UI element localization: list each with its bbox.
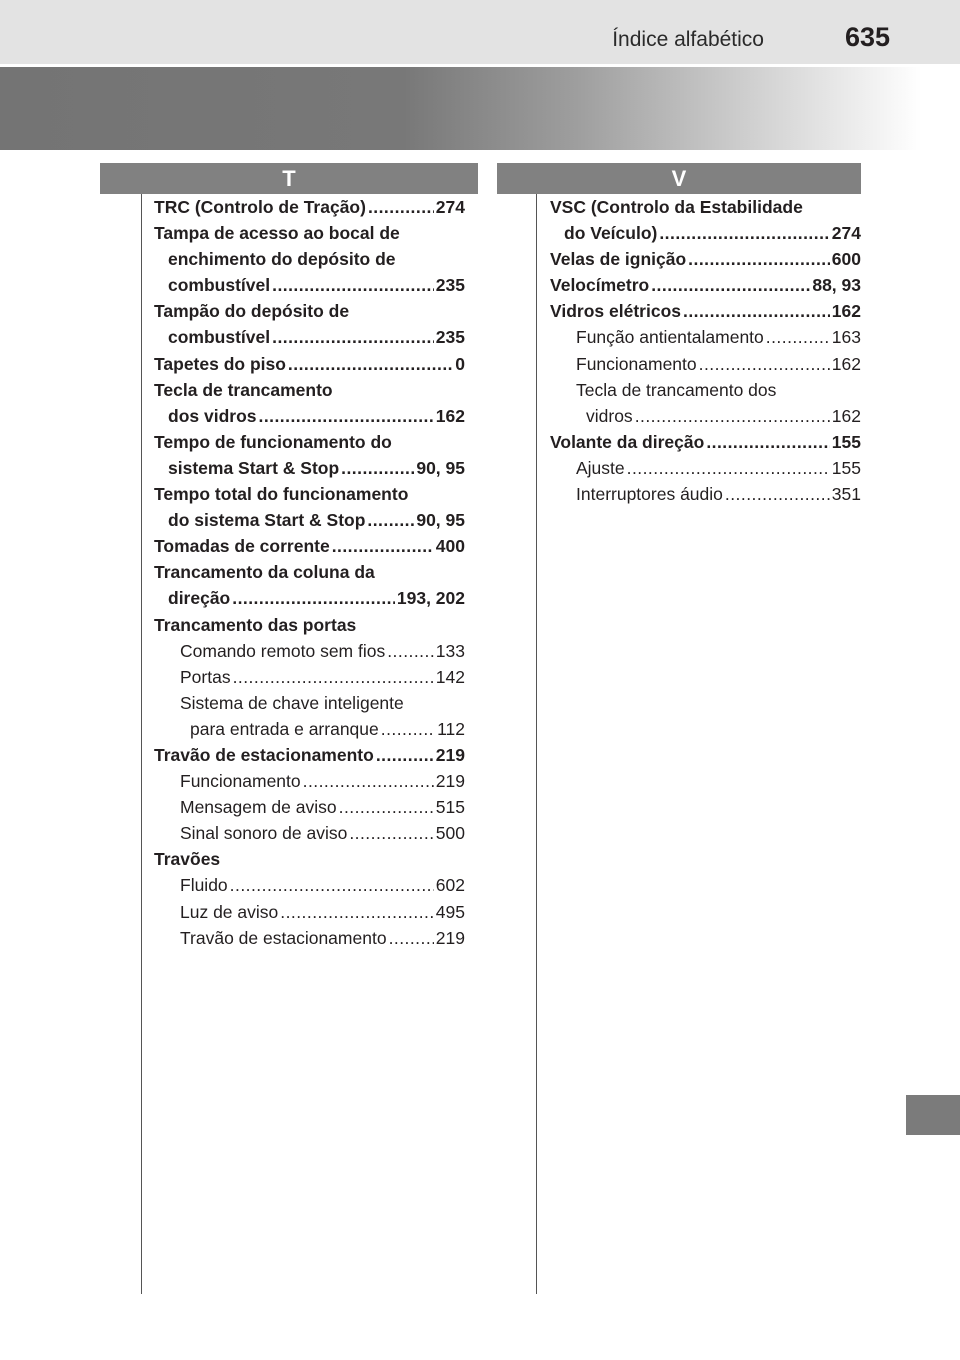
index-entry xyxy=(154,925,465,951)
column-divider xyxy=(536,194,537,1294)
index-letter-heading-v: V xyxy=(497,163,861,194)
index-page-ref: 600 xyxy=(831,249,861,270)
index-entry xyxy=(550,455,861,481)
index-entry xyxy=(550,246,861,272)
index-entry xyxy=(154,272,465,298)
index-entry xyxy=(154,846,465,872)
index-term: Velas de ignição xyxy=(550,249,687,270)
dot-leader xyxy=(699,351,830,377)
index-entry xyxy=(154,429,465,455)
index-page-ref: 88, 93 xyxy=(812,275,861,296)
index-entry xyxy=(154,820,465,846)
dot-leader xyxy=(651,272,810,298)
index-entry xyxy=(154,664,465,690)
index-page-ref: 155 xyxy=(831,457,861,478)
index-page-ref: 351 xyxy=(831,484,861,505)
index-entry xyxy=(154,638,465,664)
dot-leader xyxy=(272,272,434,298)
index-term: Mensagem de aviso xyxy=(180,797,337,818)
dot-leader xyxy=(683,298,830,324)
index-term: Tempo total do funcionamento xyxy=(154,484,409,505)
index-entry xyxy=(550,377,861,403)
index-term: Ajuste xyxy=(576,457,625,478)
index-page-ref: 162 xyxy=(435,405,465,426)
index-page-ref: 235 xyxy=(435,275,465,296)
index-page-ref: 162 xyxy=(831,353,861,374)
index-entry xyxy=(154,585,465,611)
index-entry xyxy=(154,872,465,898)
index-page-ref: 495 xyxy=(435,901,465,922)
index-term: Tecla de trancamento dos xyxy=(576,379,777,400)
index-page-ref: 90, 95 xyxy=(416,457,465,478)
dot-leader xyxy=(288,351,453,377)
index-entry xyxy=(154,298,465,324)
index-entry xyxy=(154,899,465,925)
index-page-ref: 142 xyxy=(435,666,465,687)
index-term: Volante da direção xyxy=(550,431,705,452)
index-term: combustível xyxy=(168,327,271,348)
index-term: sistema Start & Stop xyxy=(168,457,340,478)
index-term: VSC (Controlo da Estabilidade xyxy=(550,197,803,217)
index-term: Portas xyxy=(180,666,231,687)
dot-leader xyxy=(688,246,830,272)
index-entry xyxy=(154,507,465,533)
index-entry xyxy=(550,298,861,324)
index-entry xyxy=(154,194,465,220)
index-entry xyxy=(154,716,465,742)
dot-leader xyxy=(389,925,434,951)
dot-leader xyxy=(232,585,395,611)
index-term: Travão de estacionamento xyxy=(154,744,374,765)
dot-leader xyxy=(368,194,434,220)
index-term: Interruptores áudio xyxy=(576,484,723,505)
dot-leader xyxy=(303,768,434,794)
index-letter-heading-t: T xyxy=(100,163,478,194)
index-page-ref: 0 xyxy=(455,353,465,374)
index-page-ref: 162 xyxy=(831,301,861,322)
index-term: Tampão do depósito de xyxy=(154,301,350,322)
index-entry xyxy=(550,324,861,350)
index-entry xyxy=(154,403,465,429)
index-entry xyxy=(550,194,861,220)
index-entry xyxy=(154,690,465,716)
index-term: Tapetes do piso xyxy=(154,353,286,374)
index-page-ref: 112 xyxy=(437,718,465,739)
index-page-ref: 274 xyxy=(435,197,465,217)
dot-leader xyxy=(280,899,434,925)
index-entry xyxy=(550,403,861,429)
dot-leader xyxy=(706,429,829,455)
index-entry xyxy=(550,272,861,298)
index-term: Tempo de funcionamento do xyxy=(154,431,392,452)
index-term: Sistema de chave inteligente xyxy=(180,692,404,713)
page-number: 635 xyxy=(844,22,890,52)
index-page-ref: 602 xyxy=(435,875,465,896)
index-term: vidros xyxy=(586,405,633,426)
index-term: Tomadas de corrente xyxy=(154,536,330,557)
index-term: Luz de aviso xyxy=(180,901,279,922)
dot-leader xyxy=(349,820,433,846)
section-title: Índice alfabético xyxy=(612,28,764,51)
dot-leader xyxy=(230,872,434,898)
index-term: Velocímetro xyxy=(550,275,650,296)
index-term: do Veículo) xyxy=(564,223,658,244)
index-term: Travões xyxy=(154,849,221,870)
index-term: TRC (Controlo de Tração) xyxy=(154,197,366,217)
index-term: enchimento do depósito de xyxy=(168,249,396,270)
column-divider xyxy=(141,194,142,1294)
index-entry xyxy=(154,246,465,272)
index-page-ref: 219 xyxy=(435,771,465,792)
dot-leader xyxy=(387,638,434,664)
index-term: Fluido xyxy=(180,875,228,896)
index-page-ref: 90, 95 xyxy=(416,510,465,531)
index-term: Tecla de trancamento xyxy=(154,379,333,400)
index-entry xyxy=(550,220,861,246)
index-term: Funcionamento xyxy=(180,771,301,792)
index-page-ref: 219 xyxy=(435,744,465,765)
dot-leader xyxy=(381,716,435,742)
index-entry xyxy=(154,794,465,820)
index-term: Sinal sonoro de aviso xyxy=(180,823,348,844)
index-term: direção xyxy=(168,588,231,609)
index-page-ref: 193, 202 xyxy=(396,588,465,609)
dot-leader xyxy=(635,403,830,429)
index-page-ref: 274 xyxy=(831,223,861,244)
index-entry xyxy=(154,455,465,481)
index-entry xyxy=(154,742,465,768)
dot-leader xyxy=(272,324,434,350)
index-column-v xyxy=(550,194,861,507)
index-term: Função antientalamento xyxy=(576,327,764,348)
index-term: dos vidros xyxy=(168,405,257,426)
index-entry xyxy=(550,481,861,507)
dot-leader xyxy=(259,403,434,429)
index-entry xyxy=(154,481,465,507)
index-page-ref: 515 xyxy=(435,797,465,818)
index-entry xyxy=(154,220,465,246)
index-column-t xyxy=(154,194,465,951)
index-entry xyxy=(154,612,465,638)
dot-leader xyxy=(341,455,414,481)
thumb-index-tab xyxy=(906,1095,960,1135)
index-entry xyxy=(154,559,465,585)
dot-leader xyxy=(659,220,829,246)
dot-leader xyxy=(627,455,830,481)
index-entry xyxy=(154,533,465,559)
index-entry xyxy=(154,324,465,350)
dot-leader xyxy=(233,664,434,690)
index-term: Vidros elétricos xyxy=(550,301,681,322)
index-term: Funcionamento xyxy=(576,353,697,374)
index-term: Travão de estacionamento xyxy=(180,927,387,948)
index-entry xyxy=(154,377,465,403)
dot-leader xyxy=(376,742,434,768)
index-entry xyxy=(154,768,465,794)
index-term: para entrada e arranque xyxy=(190,718,379,739)
index-page-ref: 500 xyxy=(435,823,465,844)
dot-leader xyxy=(332,533,434,559)
index-term: Trancamento da coluna da xyxy=(154,562,375,583)
index-term: Comando remoto sem fios xyxy=(180,640,386,661)
index-term: do sistema Start & Stop xyxy=(168,510,366,531)
index-page-ref: 155 xyxy=(831,431,861,452)
dot-leader xyxy=(367,507,414,533)
dot-leader xyxy=(766,324,830,350)
index-page-ref: 133 xyxy=(435,640,465,661)
index-term: Trancamento das portas xyxy=(154,614,357,635)
index-term: Tampa de acesso ao bocal de xyxy=(154,223,400,244)
decorative-gradient-band xyxy=(0,67,960,150)
index-page-ref: 162 xyxy=(831,405,861,426)
index-page-ref: 163 xyxy=(831,327,861,348)
page-header-bar xyxy=(0,0,960,64)
dot-leader xyxy=(725,481,830,507)
index-entry xyxy=(154,351,465,377)
index-page-ref: 219 xyxy=(435,927,465,948)
index-page-ref: 235 xyxy=(435,327,465,348)
index-entry xyxy=(550,429,861,455)
index-term: combustível xyxy=(168,275,271,296)
index-entry xyxy=(550,351,861,377)
dot-leader xyxy=(339,794,434,820)
index-page-ref: 400 xyxy=(435,536,465,557)
